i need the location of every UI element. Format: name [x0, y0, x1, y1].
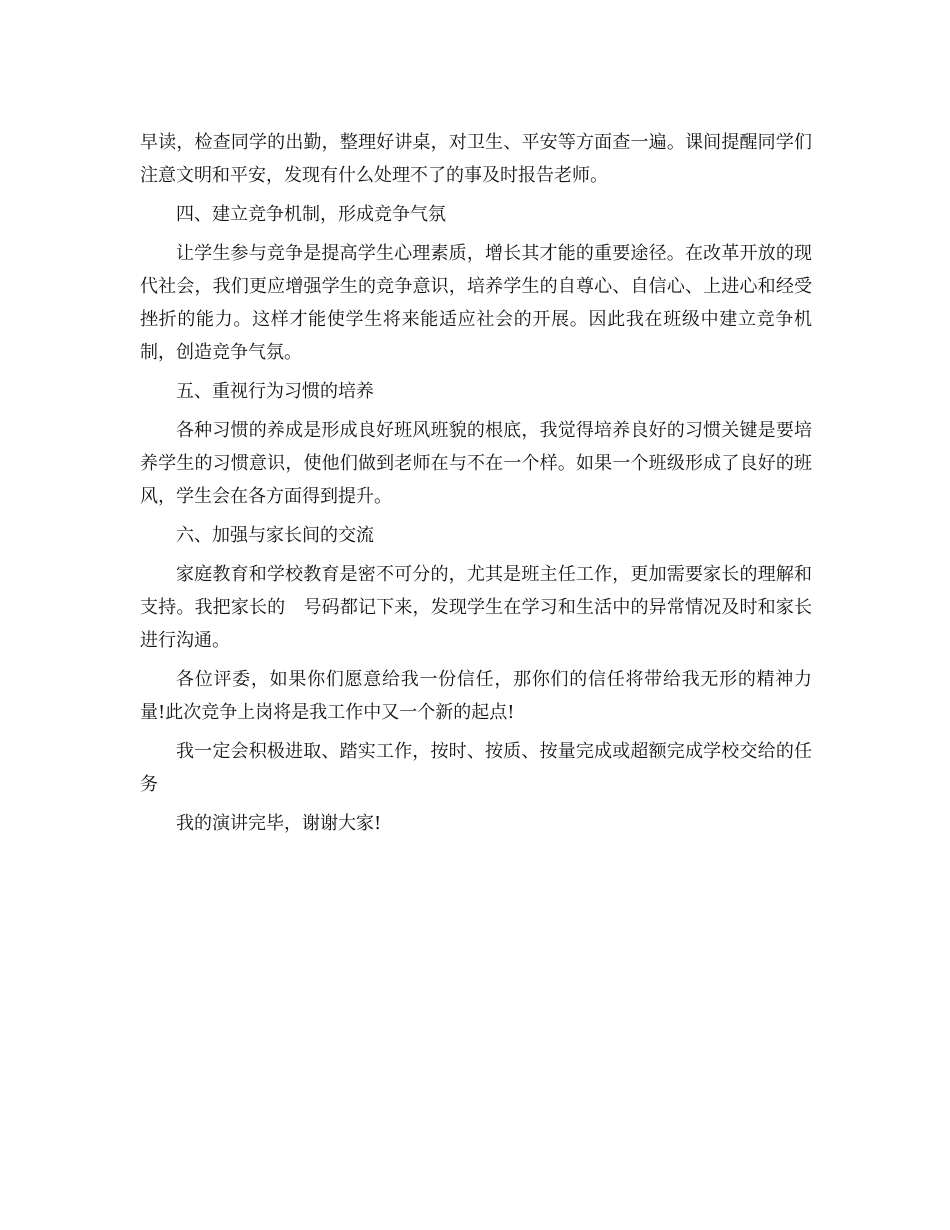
- document-body: [140, 126, 812, 846]
- paragraph-habits: 各种习惯的养成是形成良好班风班貌的根底，我觉得培养良好的习惯关键是要培养学生的习惯意识，使他们做到老师在与不在一个样。如果一个班级形成了良好的班风，学生会在各方面得到提升。: [140, 420, 812, 507]
- section-heading-5: 五、重视行为习惯的培养: [176, 381, 374, 402]
- section-heading-6: 六、加强与家长间的交流: [176, 525, 374, 546]
- paragraph-commitment: 我一定会积极进取、踏实工作，按时、按质、按量完成或超额完成学校交给的任务: [140, 741, 812, 795]
- paragraph-parents: 家庭教育和学校教育是密不可分的，尤其是班主任工作，更加需要家长的理解和支持。我把家长的 号码都记下来，发现学生在学习和生活中的异常情况及时和家长进行沟通。: [140, 564, 812, 651]
- section-heading-4: 四、建立竞争机制，形成竞争气氛: [176, 204, 446, 225]
- paragraph-closing: 我的演讲完毕，谢谢大家!: [176, 813, 382, 834]
- paragraph-judges: 各位评委，如果你们愿意给我一份信任，那你们的信任将带给我无形的精神力量!此次竞争上岗将是我工作中又一个新的起点!: [140, 669, 812, 723]
- paragraph-continuation: 早读，检查同学的出勤，整理好讲桌，对卫生、平安等方面查一遍。课间提醒同学们注意文明和平安，发现有什么处理不了的事及时报告老师。: [140, 132, 812, 186]
- paragraph-competition: 让学生参与竞争是提高学生心理素质，增长其才能的重要途径。在改革开放的现代社会，我们更应增强学生的竞争意识，培养学生的自尊心、自信心、上进心和经受挫折的能力。这样才能使学生将来能适应社会的开展。因此我在班级中建立竞争机制，创造竞争气氛。: [140, 243, 812, 363]
